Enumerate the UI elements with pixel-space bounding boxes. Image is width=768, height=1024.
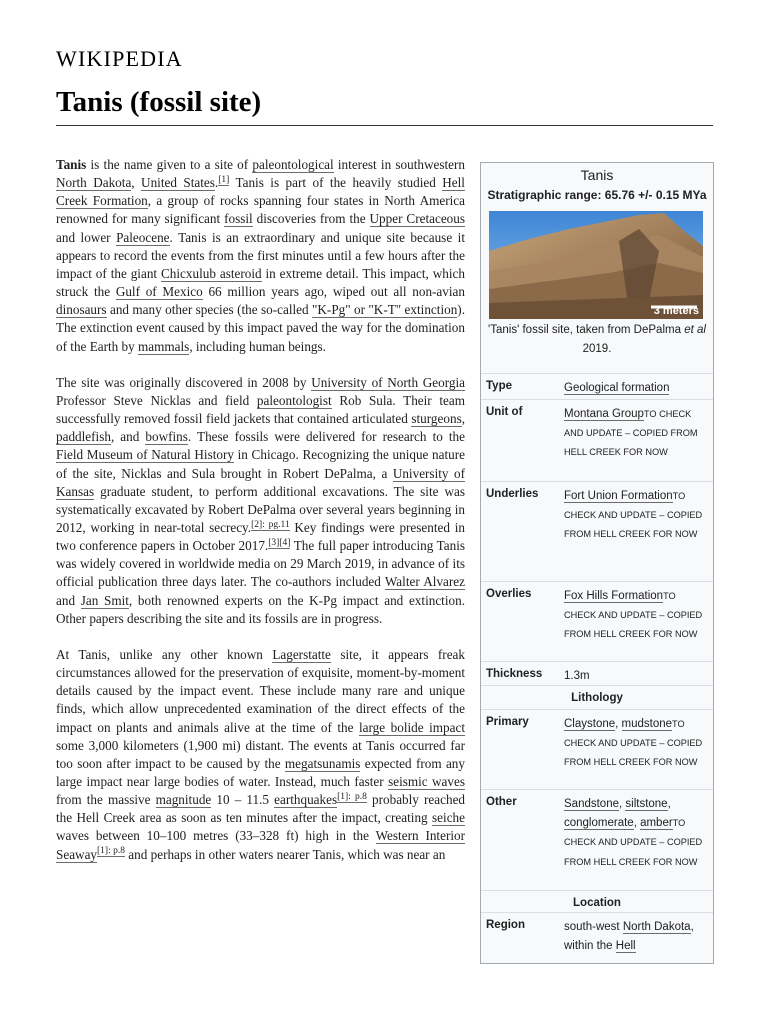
stratigraphic-range	[481, 186, 713, 205]
text: Rob Sula. Their team successfully removed fossil field jackets that contained articulated	[56, 392, 465, 427]
link-north-dakota[interactable]: North Dakota	[56, 175, 132, 191]
infobox	[480, 162, 714, 964]
scale-label: 3 meters	[653, 305, 699, 317]
link-conglomerate[interactable]: conglomerate	[564, 817, 634, 830]
text: ,	[615, 718, 622, 730]
row-underlies	[481, 481, 713, 582]
link-montana-group[interactable]: Montana Group	[564, 408, 644, 420]
text: Tanis is part of the heavily studied	[229, 175, 443, 191]
text: . Tanis is an extraordinary and unique site because it appears to record the events from the first minutes until a few hours after the impact of the giant	[56, 229, 465, 281]
row-label: Type	[486, 380, 512, 392]
link-fox-hills-formation[interactable]: Fox Hills Formation	[564, 590, 664, 602]
link-mammals[interactable]: mammals	[138, 338, 190, 354]
site-photo-image	[489, 211, 703, 319]
text: and lower	[56, 229, 117, 245]
note-text: TO CHECK AND UPDATE – COPIED FROM HELL CREEK FOR NOW	[564, 818, 703, 867]
link-kpg-extinction[interactable]: "K-Pg" or "K-T" extinction	[312, 302, 458, 318]
link-fossil[interactable]: fossil	[224, 211, 253, 227]
note-text: TO CHECK AND UPDATE – COPIED FROM HELL CREEK FOR NOW	[564, 719, 703, 768]
link-western-interior-seaway[interactable]: Western Interior Seaway	[56, 828, 465, 862]
row-label: Overlies	[486, 588, 532, 600]
text: , a group of rocks spanning four states in North America renowned for many significant	[56, 193, 466, 227]
article-body	[56, 156, 465, 882]
link-north-dakota[interactable]: North Dakota	[622, 921, 691, 933]
link-hell[interactable]: Hell	[615, 940, 636, 953]
link-dinosaurs[interactable]: dinosaurs	[56, 302, 107, 318]
reference-link[interactable]: [1]: p.8	[97, 846, 125, 857]
wikipedia-logo[interactable]: WIKIPEDIA	[56, 46, 183, 71]
row-label: Thickness	[486, 668, 543, 680]
text: interest in southwestern	[333, 157, 465, 172]
link-lagerstatte[interactable]: Lagerstatte	[272, 646, 331, 662]
link-seiche[interactable]: seiche	[432, 810, 465, 826]
text: , within the	[564, 921, 694, 953]
row-value	[564, 918, 710, 956]
row-label: Underlies	[486, 488, 539, 500]
text: At Tanis, unlike any other known	[56, 646, 273, 662]
link-walter-alvarez[interactable]: Walter Alvarez	[384, 574, 465, 590]
text: waves between 10–100 metres (33–328 ft) high in the	[56, 828, 376, 844]
link-amber[interactable]: amber	[640, 817, 673, 830]
text: ). The extinction event caused by this impact paved the way for the domination of the Earth by	[56, 302, 465, 354]
text: site, it appears freak circumstances allowed for the preservation of exquisite, moment-by-moment details caused by the impact event. These include many rare and unique finds, which allow unprecedented examination of the direct effects of the impact on plants and animals alive at the time of the	[56, 646, 465, 735]
text: , including human beings.	[189, 338, 326, 354]
photo-caption	[481, 321, 713, 359]
text: from the massive	[56, 792, 156, 808]
reference-link[interactable]: [1]: p.8	[337, 791, 367, 802]
row-overlies	[481, 581, 713, 662]
link-earthquakes[interactable]: earthquakes	[274, 792, 338, 808]
text: Key findings were presented in two conference papers in October 2017.	[56, 519, 465, 554]
link-hell-creek[interactable]: Hell Creek Formation	[56, 175, 465, 209]
text: and many other species (the so-called	[106, 302, 313, 318]
row-region	[481, 912, 713, 964]
link-mudstone[interactable]: mudstone	[621, 718, 673, 730]
link-university[interactable]: University of North Georgia	[311, 374, 465, 390]
link-stratigraphic-range[interactable]: Stratigraphic range	[487, 188, 598, 202]
link-fort-union-formation[interactable]: Fort Union Formation	[564, 490, 673, 502]
text: is the name given to a site of	[86, 157, 253, 172]
paragraph-3	[56, 646, 465, 864]
paragraph-1	[56, 156, 465, 356]
row-label: Other	[486, 796, 517, 808]
section-lithology: Lithology	[481, 685, 713, 714]
link-paleontologist[interactable]: paleontologist	[256, 392, 332, 408]
note-text: TO CHECK AND UPDATE – COPIED FROM HELL CREEK FOR NOW	[564, 409, 698, 458]
text: , both renowned experts on the K-Pg impact and extinction. Other papers describing the site and its fossils are in progress.	[56, 592, 465, 626]
text: ,	[667, 798, 671, 810]
link-upper-cretaceous[interactable]: Upper Cretaceous	[369, 211, 465, 227]
link-bolide-impact[interactable]: large bolide impact	[359, 719, 465, 735]
link-gulf-of-mexico[interactable]: Gulf of Mexico	[115, 284, 203, 300]
text: ,	[619, 798, 626, 810]
link-megatsunamis[interactable]: megatsunamis	[284, 755, 361, 771]
text: some 3,000 kilometers (1,900 mi) distant. The events at Tanis occurred far too soon after impact to be caused by the	[56, 737, 465, 771]
row-label: Unit of	[486, 406, 523, 418]
page-title: Tanis (fossil site)	[56, 86, 262, 118]
text: and	[56, 592, 81, 608]
link-siltstone[interactable]: siltstone	[625, 798, 668, 810]
link-sandstone[interactable]: Sandstone	[564, 798, 619, 810]
link-university-of-kansas[interactable]: University of Kansas	[56, 465, 465, 499]
text: 66 million years ago, wiped out all non-avian	[202, 284, 465, 300]
note-text: TO CHECK AND UPDATE – COPIED FROM HELL CREEK FOR NOW	[564, 491, 703, 540]
row-value	[564, 715, 710, 773]
text: , and	[110, 429, 146, 445]
row-value	[564, 587, 710, 645]
reference-link[interactable]: [1]	[218, 174, 230, 185]
row-other	[481, 789, 713, 890]
link-chicxulub[interactable]: Chicxulub asteroid	[161, 265, 262, 281]
link-paleocene[interactable]: Paleocene	[116, 229, 170, 245]
section-location: Location	[481, 890, 713, 919]
text: and perhaps in other waters nearer Tanis, which was near an	[124, 846, 446, 862]
text: south-west	[564, 921, 623, 933]
link-field-museum[interactable]: Field Museum of Natural History	[56, 447, 234, 463]
row-value	[564, 379, 710, 398]
text: Professor Steve Nicklas and field	[56, 392, 257, 408]
text: . These fossils were delivered for research to the	[187, 429, 465, 445]
link-united-states[interactable]: United States	[141, 175, 215, 191]
link-geological-formation[interactable]: Geological formation	[564, 382, 670, 394]
row-thickness	[481, 661, 713, 686]
text: .	[214, 175, 219, 191]
text: probably reached the Hell Creek area as soon as ten minutes after the impact, creating	[56, 792, 466, 826]
bold-term: Tanis	[56, 157, 87, 172]
link-sturgeons[interactable]: sturgeons	[411, 411, 462, 427]
text: 'Tanis' fossil site, taken from DePalma	[488, 324, 685, 336]
row-value	[564, 405, 710, 463]
text: The full paper introducing Tanis was widely covered in worldwide media on 29 March 2019, in advance of its official publication three days later. The co-authors included	[56, 538, 465, 590]
link-jan-smit[interactable]: Jan Smit	[80, 592, 129, 608]
text: graduate student, to perform additional excavations. The site was systematically excavated by Robert DePalma over several years beginning in 2012, working in near-total secrecy.	[56, 483, 465, 535]
site-photo[interactable]	[489, 211, 703, 319]
text: expected from any large impact near large bodies of water. Instead, much faster	[56, 755, 465, 789]
link-claystone[interactable]: Claystone	[564, 718, 616, 730]
text: The site was originally discovered in 2008 by	[56, 374, 312, 390]
text: 10 – 11.5	[211, 792, 275, 808]
text: in Chicago. Recognizing the unique nature of the site, Nicklas and Sula brought in Robert DePalma, a	[56, 447, 466, 481]
text: discoveries from the	[252, 211, 370, 227]
reference-link[interactable]: [3][4]	[268, 537, 291, 548]
link-seismic-waves[interactable]: seismic waves	[388, 774, 465, 789]
text: : 65.76 +/- 0.15 MYa	[597, 188, 707, 202]
row-value	[564, 795, 710, 872]
paragraph-2	[56, 374, 465, 628]
row-label: Region	[486, 919, 525, 931]
row-type	[481, 373, 713, 400]
link-paddlefish[interactable]: paddlefish	[56, 429, 111, 445]
text: et al	[684, 324, 706, 336]
link-paleontological[interactable]: paleontological	[252, 157, 334, 172]
text: ,	[131, 175, 142, 191]
link-magnitude[interactable]: magnitude	[155, 792, 212, 808]
text: in extreme detail. This impact, which struck the	[56, 265, 465, 300]
title-divider	[56, 125, 713, 126]
row-primary	[481, 709, 713, 790]
row-value: 1.3m	[564, 670, 590, 682]
note-text: TO CHECK AND UPDATE – COPIED FROM HELL CREEK FOR NOW	[564, 591, 703, 640]
row-label: Primary	[486, 716, 529, 728]
text: ,	[461, 411, 465, 427]
row-value	[564, 487, 710, 545]
row-unit-of	[481, 399, 713, 482]
infobox-title: Tanis	[580, 167, 614, 183]
text: ,	[633, 817, 641, 830]
text: 2019.	[582, 343, 612, 355]
reference-link[interactable]: [2]: pg.11	[251, 519, 290, 530]
link-bowfins[interactable]: bowfins	[145, 429, 188, 445]
